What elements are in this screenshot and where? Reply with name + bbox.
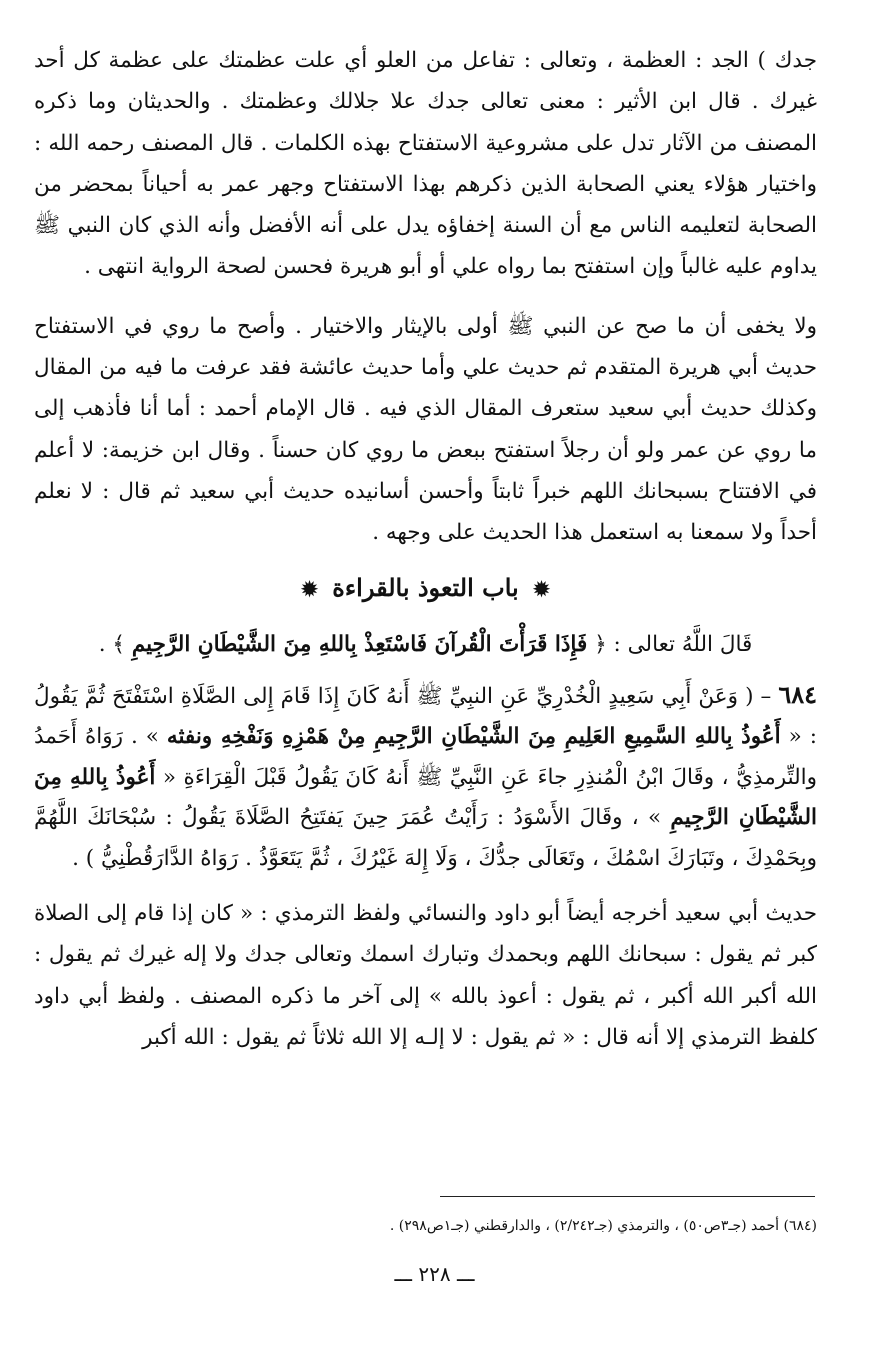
hadith-number: ٦٨٤ xyxy=(778,679,817,709)
commentary-paragraph-2: ولا يخفى أن ما صح عن النبي ﷺ أولى بالإيثار والاختيار . وأصح ما روي في الاستفتاح حديث أبي هريرة المتقدم ثم حديث علي وأما حديث عائشة فقد عرفت ما فيه من المقال وكذلك حديث أبي سعيد ستعرف المقال الذي فيه . قال الإمام أحمد : أما أنا فأذهب إلى ما روي عن عمر ولو أن رجلاً استفتح ببعض ما روي كان حسناً . وقال ابن خزيمة: لا أعلم في الافتتاح بسبحانك اللهم خبراً ثابتاً وأحسن أسانيده حديث أبي سعيد ثم قال : لا نعلم أحداً ولا سمعنا به استعمل هذا الحديث على وجهه . xyxy=(34,313,817,546)
chapter-title: باب التعوذ بالقراءة xyxy=(332,572,519,602)
hadith-part-3: » ، وقَالَ الأَسْوَدُ : رَأَيْتُ عُمَرَ حِينَ يَفتَتِحُ الصَّلَاةَ يَقُولُ : سُبْحَانَكَ اللَّهُمَّ وبِحَمْدِكَ ، وتَبَارَكَ اسْمُكَ ، وتَعَالَى جدُّكَ ، وَلَا إِلهَ غَيْرُكَ ، ثُمَّ يَتَعَوَّذُ . رَوَاهُ الدَّارَقُطْنِيُّ ) . xyxy=(34,805,817,871)
commentary-paragraph-1: جدك ) الجد : العظمة ، وتعالى : تفاعل من العلو أي علت عظمتك على عظمة كل أحد غيرك . قال ابن الأثير : معنى تعالى جدك علا جلالك وعظمتك . والحديثان وما ذكره المصنف من الآثار تدل على مشروعية الاستفتاح بهذه الكلمات . قال المصنف رحمه الله : واختيار هؤلاء يعني الصحابة الذين ذكرهم بهذا الاستفتاح وجهر عمر به أحياناً بمحضر من الصحابة لتعليمه الناس مع أن السنة إخفاؤه يدل على أنه الأفضل وأنه الذي كان النبي ﷺ يداوم عليه غالباً وإن استفتح بما رواه علي أو أبو هريرة فحسن لصحة الرواية انتهى . xyxy=(34,48,817,280)
page-number: ـــ ٢٢٨ ـــ xyxy=(394,1262,475,1286)
quran-intro: قَالَ اللَّهُ تعالى : xyxy=(613,631,753,657)
hadith-part-2: » . رَوَاهُ أَحَمدُ والتِّرمذِيُّ ، وقَالَ ابْنُ الْمُنذِرِ جاءَ عَنِ النَّبِيِّ ﷺ أَنهُ كَانَ يَقُولُ قَبْلَ الْقِرَاءَةِ « xyxy=(34,724,817,790)
footnote: (٦٨٤) أحمد (جـ٣ص٥٠) ، والترمذي (جـ٢/٢٤٢) ، والدارقطني (جـ١ص٢٩٨) . xyxy=(389,1218,817,1234)
quran-verse: فَإِذَا قَرَأْتَ الْقُرآنَ فَاسْتَعِذْ بِاللهِ مِنَ الشَّيْطَانِ الرَّجِيمِ xyxy=(131,631,588,657)
hadith-text xyxy=(34,675,817,880)
chapter-heading xyxy=(34,568,817,609)
quran-citation xyxy=(34,625,817,665)
star-ornament-icon: ✹ xyxy=(533,576,550,601)
quran-open-bracket: ﴿ xyxy=(594,631,607,657)
quran-close-bracket: ﴾ xyxy=(112,631,125,657)
hadith-bold-2: أَعُوذُ بِاللهِ مِنَ الشَّيْطَانِ الرَّجِيمِ xyxy=(34,764,817,831)
hadith-part-1: – ( وَعَنْ أَبِي سَعِيدٍ الْخُدْرِيِّ عَنِ النبِيِّ ﷺ أَنهُ كَانَ إِذَا قَامَ إِلى الصَّلَاةِ اسْتَفْتَحَ ثُمَّ يَقُولُ : « xyxy=(34,683,817,750)
commentary-paragraph-3: حديث أبي سعيد أخرجه أيضاً أبو داود والنسائي ولفظ الترمذي : « كان إذا قام إلى الصلاة كبر ثم يقول : سبحانك اللهم وبحمدك وتبارك اسمك وتعالى جدك ولا إله غيرك ثم يقول : الله أكبر الله أكبر ، ثم يقول : أعوذ بالله » إلى آخر ما ذكره المصنف . ولفظ أبي داود كلفظ الترمذي إلا أنه قال : « ثم يقول : لا إلـه إلا الله ثلاثاً ثم يقول : الله أكبر xyxy=(34,901,817,1050)
footnote-divider xyxy=(440,1196,815,1197)
hadith-bold-1: أَعُوذُ بِاللهِ السَّمِيعِ العَلِيمِ مِنَ الشَّيْطَانِ الرَّجِيمِ مِنْ هَمْزِهِ وَنَفْخِهِ ونفثه xyxy=(166,724,781,750)
star-ornament-icon: ✹ xyxy=(301,576,318,601)
quran-end: . xyxy=(98,631,106,657)
